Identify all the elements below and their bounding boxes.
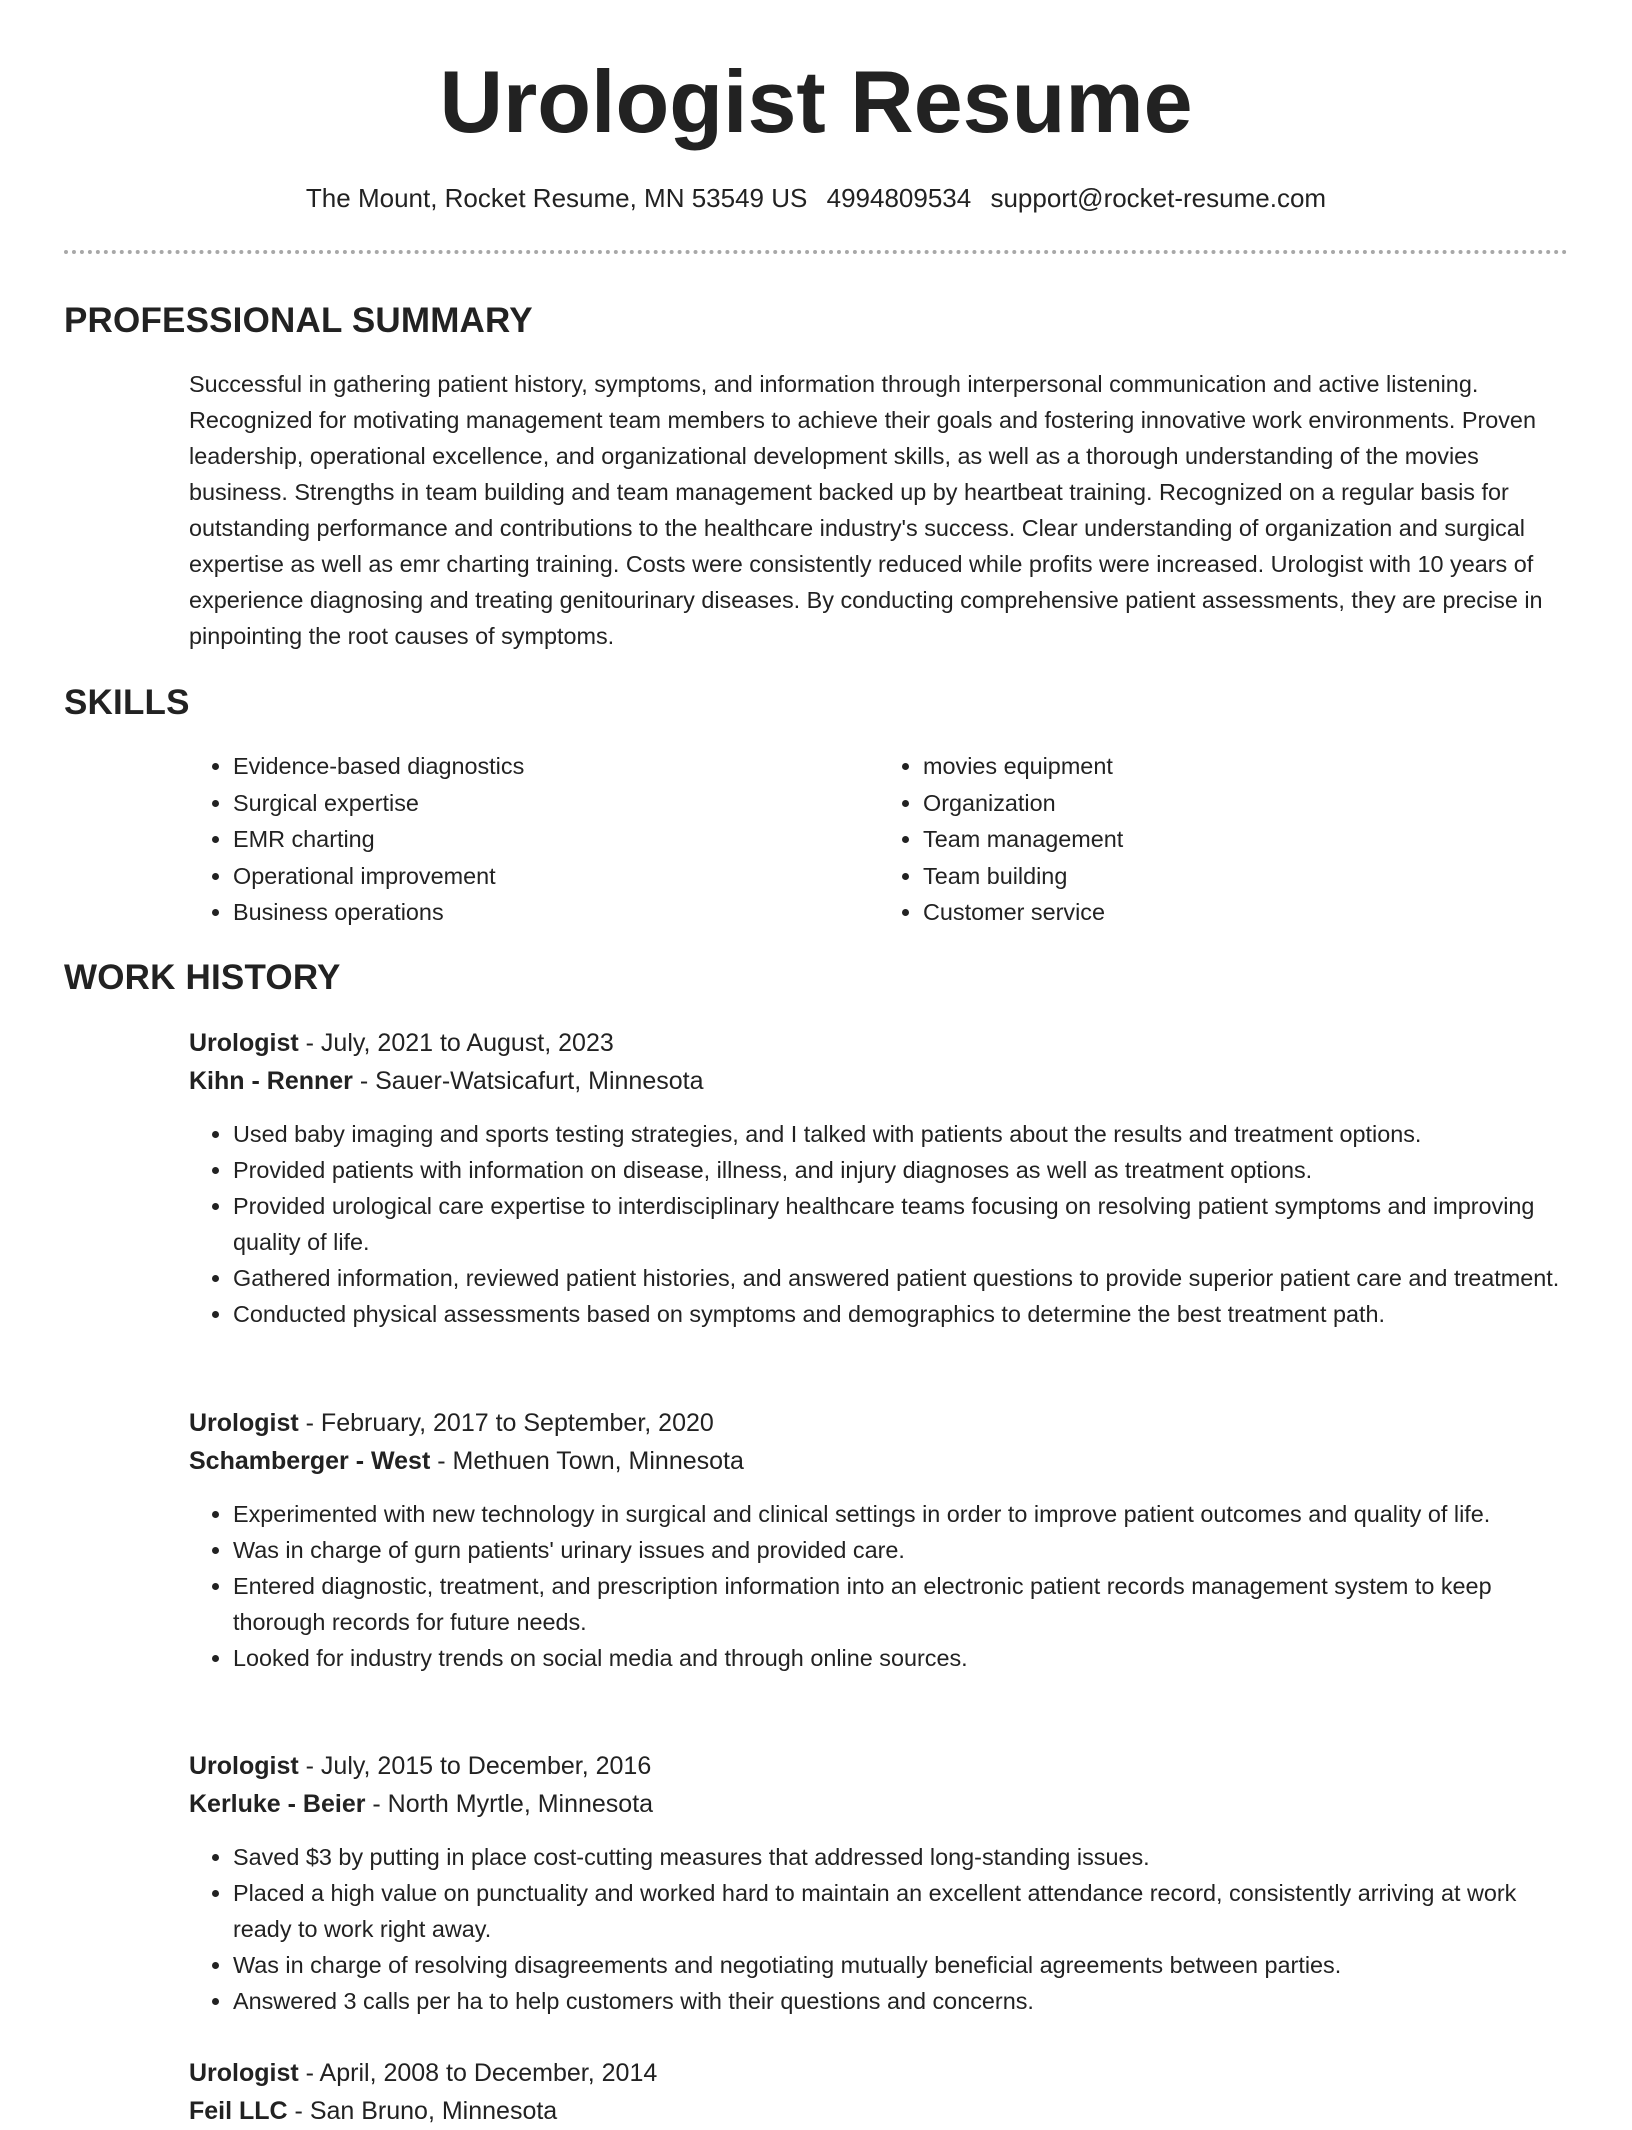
job-bullet: • Provided patients with information on disease, illness, and injury diagnoses as well as treatment options.	[233, 1152, 1569, 1188]
job-bullet: • Was in charge of resolving disagreements and negotiating mutually beneficial agreements between parties.	[233, 1947, 1569, 1983]
job-title-line	[189, 1024, 1569, 1062]
job-company: Feil LLC	[189, 2097, 288, 2125]
job-bullet: • Was in charge of gurn patients' urinary issues and provided care.	[233, 1532, 1569, 1568]
contact-line	[0, 180, 1632, 216]
job-company-line	[189, 1062, 1569, 1100]
job-company-line	[189, 1785, 1569, 1823]
job-role: Urologist	[189, 1752, 299, 1780]
contact-phone: 4994809534	[826, 183, 972, 213]
job-company-line	[189, 2092, 1569, 2130]
job-dates: - February, 2017 to September, 2020	[298, 1409, 714, 1437]
job-bullet: • Entered diagnostic, treatment, and prescription information into an electronic patient records management system to keep thorough records for future needs.	[233, 1568, 1569, 1640]
skill-item: • EMR charting	[233, 821, 879, 858]
job-role: Urologist	[189, 2059, 299, 2087]
job-bullet: • Looked for industry trends on social media and through online sources.	[233, 1640, 1569, 1676]
skills-heading: SKILLS	[64, 683, 190, 722]
job-dates: - April, 2008 to December, 2014	[298, 2059, 658, 2087]
job-company: Schamberger - West	[189, 1447, 431, 1475]
skill-item: • Business operations	[233, 894, 879, 931]
summary-text: Successful in gathering patient history, symptoms, and information through interpersonal communication and active listening. Recognized for motivating management team members to achieve their goals and fostering innovative work environments. Proven leadership, operational excellence, and organizational development skills, as well as a thorough understanding of the movies business. Strengths in team building and team management backed up by heartbeat training. Recognized on a regular basis for outstanding performance and contributions to the healthcare industry's success. Clear understanding of organization and surgical expertise as well as emr charting training. Costs were consistently reduced while profits were increased. Urologist with 10 years of experience diagnosing and treating genitourinary diseases. By conducting comprehensive patient assessments, they are precise in pinpointing the root causes of symptoms.	[189, 371, 1543, 649]
job-company-line	[189, 1442, 1569, 1480]
job-bullet: • Saved $3 by putting in place cost-cutting measures that addressed long-standing issues.	[233, 1839, 1569, 1875]
job-entry	[189, 1404, 1569, 1676]
job-company: Kihn - Renner	[189, 1067, 353, 1095]
job-title-line	[189, 1747, 1569, 1785]
job-title-line	[189, 2054, 1569, 2092]
job-bullets	[189, 1116, 1569, 1332]
job-bullet: • Used baby imaging and sports testing strategies, and I talked with patients about the results and treatment options.	[233, 1116, 1569, 1152]
skill-item: • Customer service	[923, 894, 1569, 931]
job-location: - Sauer-Watsicafurt, Minnesota	[352, 1067, 704, 1095]
job-bullet: • Provided urological care expertise to interdisciplinary healthcare teams focusing on resolving patient symptoms and improving quality of life.	[233, 1188, 1569, 1260]
job-bullet: • Gathered information, reviewed patient histories, and answered patient questions to provide superior patient care and treatment.	[233, 1260, 1569, 1296]
skill-item: • Organization	[923, 785, 1569, 822]
skill-item: • Team management	[923, 821, 1569, 858]
skill-item: • movies equipment	[923, 748, 1569, 785]
contact-address: The Mount, Rocket Resume, MN 53549 US	[305, 183, 808, 213]
job-bullet: • Answered 3 calls per ha to help customers with their questions and concerns.	[233, 1983, 1569, 2019]
job-location: - North Myrtle, Minnesota	[365, 1790, 654, 1818]
skill-item: • Operational improvement	[233, 858, 879, 895]
contact-email: support@rocket-resume.com	[990, 183, 1327, 213]
skills-column-right	[879, 748, 1569, 931]
job-company: Kerluke - Beier	[189, 1790, 366, 1818]
job-entry	[189, 1747, 1569, 2019]
work-history-heading: WORK HISTORY	[64, 958, 341, 997]
job-bullet: • Experimented with new technology in surgical and clinical settings in order to improve patient outcomes and quality of life.	[233, 1496, 1569, 1532]
skill-item: • Evidence-based diagnostics	[233, 748, 879, 785]
job-role: Urologist	[189, 1029, 299, 1057]
job-entry	[189, 1024, 1569, 1332]
skills-column-left	[189, 748, 879, 931]
job-title-line	[189, 1404, 1569, 1442]
skill-item: • Team building	[923, 858, 1569, 895]
job-dates: - July, 2021 to August, 2023	[298, 1029, 614, 1057]
job-location: - Methuen Town, Minnesota	[430, 1447, 744, 1475]
skill-item: • Surgical expertise	[233, 785, 879, 822]
resume-title: Urologist Resume	[439, 52, 1193, 151]
job-location: - San Bruno, Minnesota	[287, 2097, 558, 2125]
job-bullet: • Placed a high value on punctuality and worked hard to maintain an excellent attendance record, consistently arriving at work ready to work right away.	[233, 1875, 1569, 1947]
job-role: Urologist	[189, 1409, 299, 1437]
job-bullets	[189, 1496, 1569, 1676]
summary-heading: PROFESSIONAL SUMMARY	[64, 301, 533, 340]
header-divider	[64, 250, 1568, 254]
job-bullets	[189, 1839, 1569, 2019]
job-bullet: • Conducted physical assessments based on symptoms and demographics to determine the best treatment path.	[233, 1296, 1569, 1332]
job-entry	[189, 2054, 1569, 2130]
skills-list	[189, 748, 1569, 931]
job-dates: - July, 2015 to December, 2016	[298, 1752, 652, 1780]
